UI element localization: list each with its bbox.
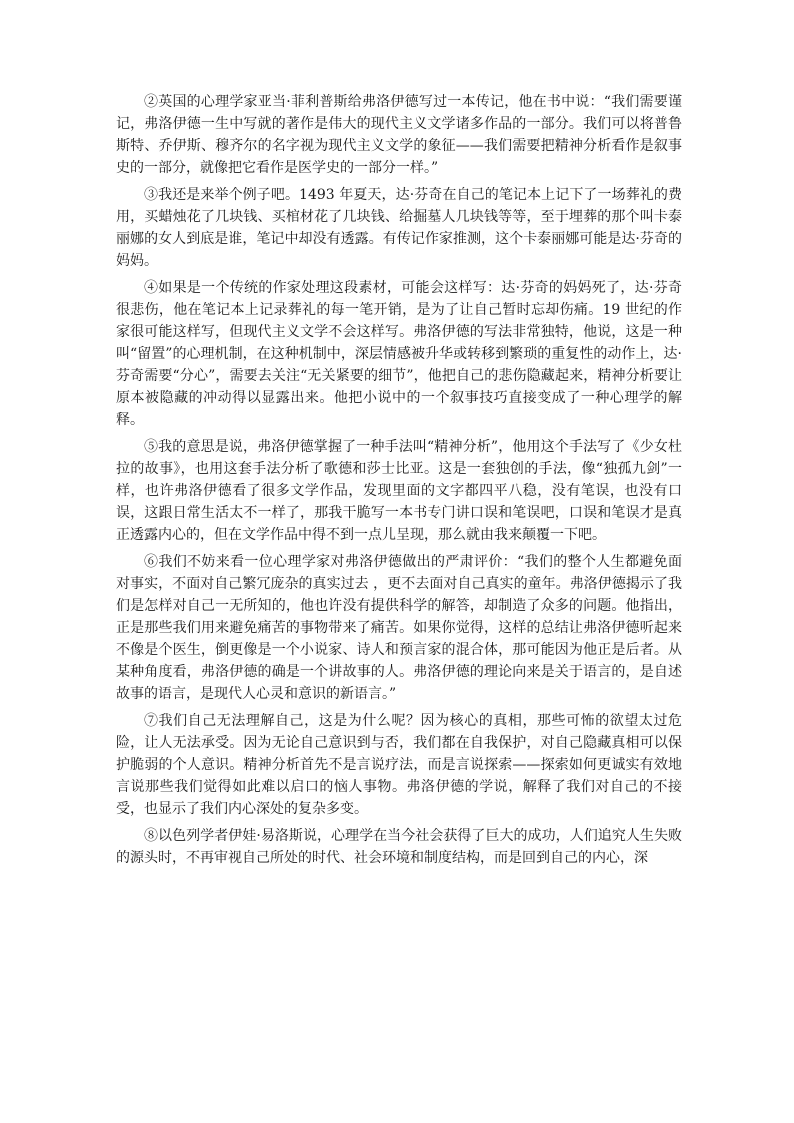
paragraph-3: ③我还是来举个例子吧。1493 年夏天，达·芬奇在自己的笔记本上记下了一场葬礼的费用，买蜡烛花了几块钱、买棺材花了几块钱、给掘墓人几块钱等等，至于埋葬的那个叫卡泰丽娜的女人到底是谁，笔记中却没有透露。有传记作家推测，这个卡泰丽娜可能是达·芬奇的妈妈。	[116, 187, 682, 269]
paragraph-7: ⑦我们自己无法理解自己，这是为什么呢？因为核心的真相，那些可怖的欲望太过危险，让人无法承受。因为无论自己意识到与否，我们都在自我保护，对自己隐藏真相可以保护脆弱的个人意识。精神分析首先不是言说疗法，而是言说探索——探索如何更诚实有效地言说那些我们觉得如此难以启口的恼人事物。弗洛伊德的学说，解释了我们对自己的不接受，也显示了我们内心深处的复杂多变。	[116, 713, 682, 817]
paragraph-4: ④如果是一个传统的作家处理这段素材，可能会这样写：达·芬奇的妈妈死了，达·芬奇很悲伤，他在笔记本上记录葬礼的每一笔开销，是为了让自己暂时忘却伤痛。19 世纪的作家很可能这样写，但现代主义文学不会这样写。弗洛伊德的写法非常独特，他说，这是一种叫“留置”的心理机制，在这种机制中，深层情感被升华或转移到繁琐的重复性的动作上，达·芬奇需要“分心”，需要去关注“无关紧要的细节”，他把自己的悲伤隐藏起来，精神分析要让原本被隐藏的冲动得以显露出来。他把小说中的一个叙事技巧直接变成了一种心理学的解释。	[116, 280, 682, 428]
paragraph-2: ②英国的心理学家亚当·菲利普斯给弗洛伊德写过一本传记，他在书中说：“我们需要谨记，弗洛伊德一生中写就的著作是伟大的现代主义文学诸多作品的一部分。我们可以将普鲁斯特、乔伊斯、穆齐尔的名字视为现代主义文学的象征——我们需要把精神分析看作是叙事史的一部分，就像把它看作是医学史的一部分一样。”	[116, 94, 682, 176]
paragraph-5: ⑤我的意思是说，弗洛伊德掌握了一种手法叫“精神分析”，他用这个手法写了《少女杜拉的故事》，也用这套手法分析了歌德和莎士比亚。这是一套独创的手法，像“独孤九剑”一样，也许弗洛伊德看了很多文学作品，发现里面的文字都四平八稳，没有笔误，也没有口误，这跟日常生活太不一样了，那我干脆写一本书专门讲口误和笔误吧，口误和笔误才是真正透露内心的，但在文学作品中得不到一点儿呈现，那么就由我来颠覆一下吧。	[116, 439, 682, 543]
paragraph-8: ⑧以色列学者伊娃·易洛斯说，心理学在当今社会获得了巨大的成功，人们追究人生失败的源头时，不再审视自己所处的时代、社会环境和制度结构，而是回到自己的内心，深	[116, 828, 682, 866]
paragraph-6: ⑥我们不妨来看一位心理学家对弗洛伊德做出的严肃评价：“我们的整个人生都避免面对事实，不面对自己繁冗庞杂的真实过去 ，更不去面对自己真实的童年。弗洛伊德揭示了我们是怎样对自己一无所知的，他也许没有提供科学的解答，却制造了众多的问题。他指出，正是那些我们用来避免痛苦的事物带来了痛苦。如果你觉得，这样的总结让弗洛伊德听起来不像是个医生，倒更像是一个小说家、诗人和预言家的混合体，那可能因为他正是后者。从某种角度看，弗洛伊德的确是一个讲故事的人。弗洛伊德的理论向来是关于语言的，是自述故事的语言，是现代人心灵和意识的新语言。”	[116, 554, 682, 702]
article-body	[116, 91, 682, 874]
